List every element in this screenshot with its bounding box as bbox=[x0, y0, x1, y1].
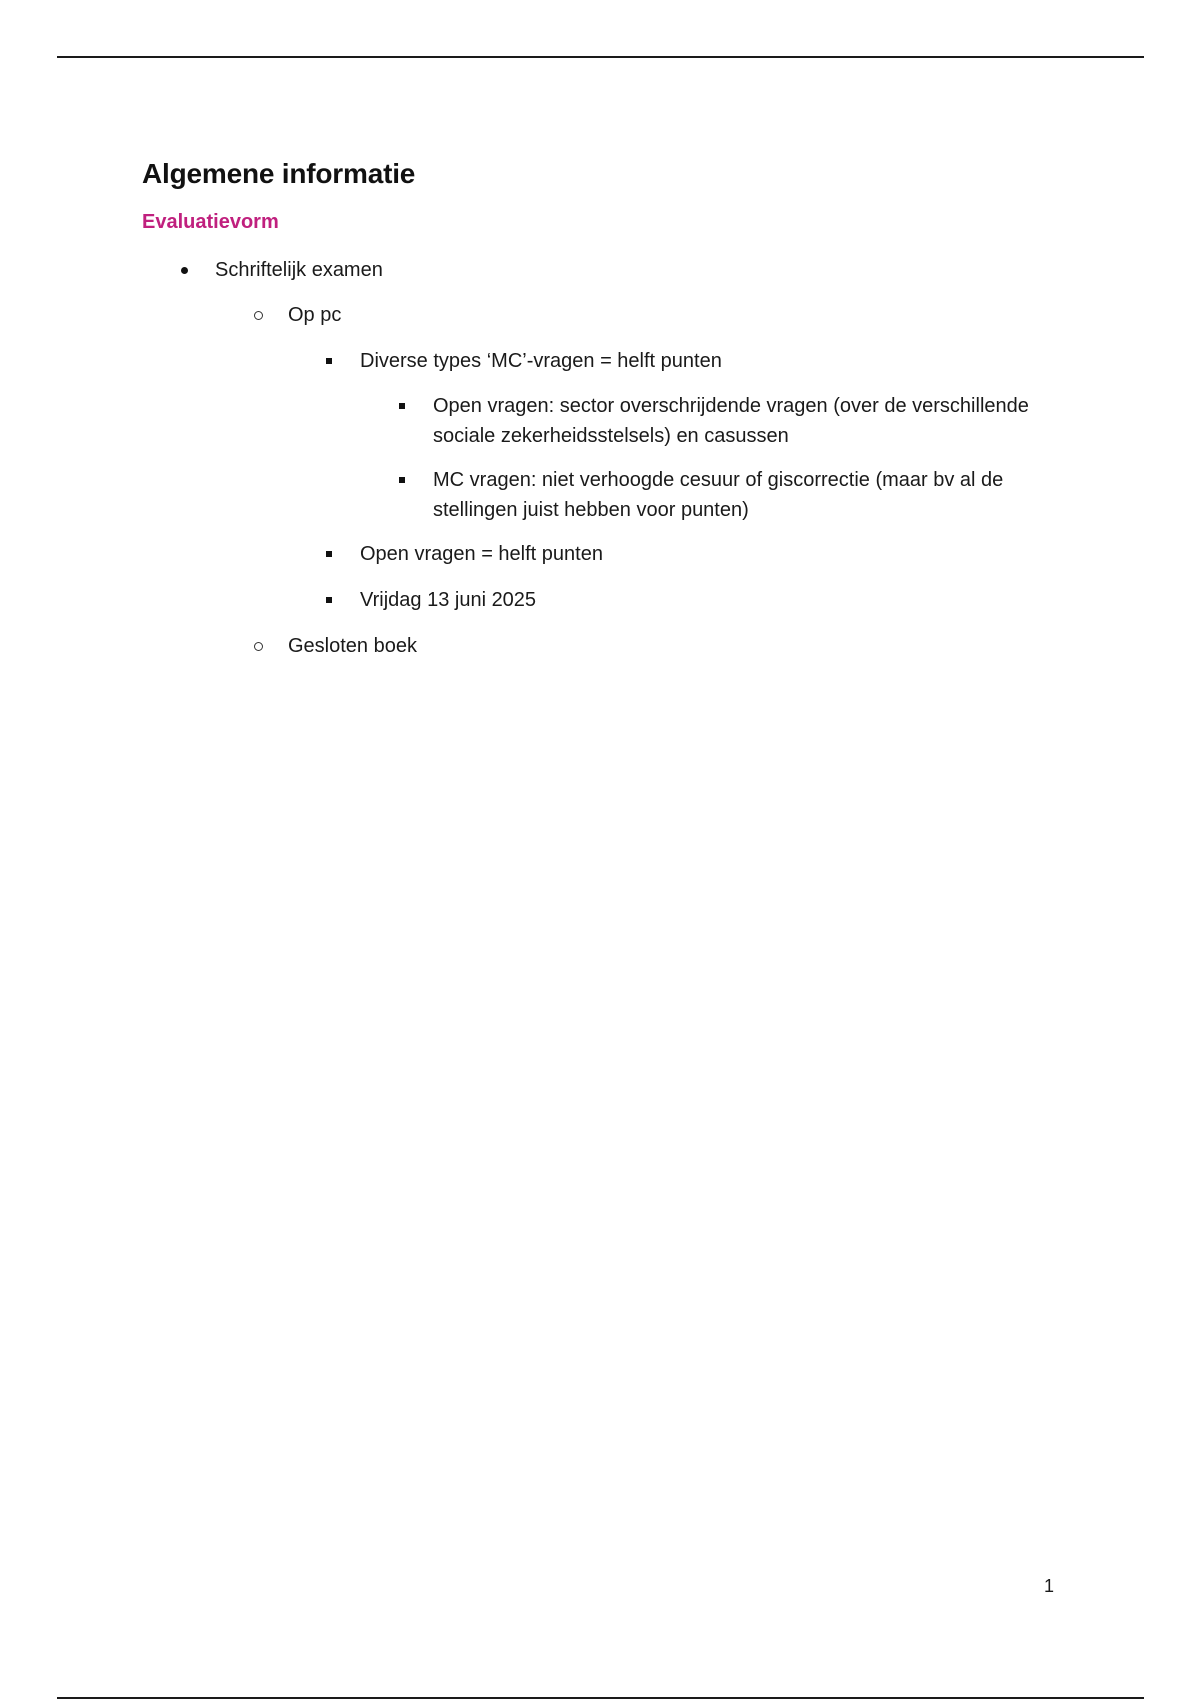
list-item: Open vragen: sector overschrijdende vragen (over de verschillende sociale zekerheidsstelsels) en casussen bbox=[433, 395, 1029, 447]
bullet-circle-icon bbox=[248, 631, 268, 661]
bullet-square-icon bbox=[392, 465, 412, 495]
page-title: Algemene informatie bbox=[142, 158, 416, 189]
header-rule bbox=[57, 56, 1144, 58]
bullet-square-icon bbox=[319, 346, 339, 376]
bullet-circle-icon bbox=[248, 300, 268, 330]
bullet-square-icon bbox=[319, 539, 339, 569]
bullet-square-icon bbox=[319, 585, 339, 615]
list-item: Vrijdag 13 juni 2025 bbox=[360, 589, 537, 611]
bullet-square-icon bbox=[392, 391, 412, 421]
bullet-dot-icon bbox=[174, 255, 194, 285]
list-item: Open vragen = helft punten bbox=[360, 543, 603, 565]
list-item: Op pc bbox=[288, 304, 342, 326]
list-item: Gesloten boek bbox=[288, 635, 417, 657]
section-subheading: Evaluatievorm bbox=[142, 211, 279, 233]
page-number: 1 bbox=[1044, 1576, 1055, 1596]
footer-rule bbox=[57, 1697, 1144, 1699]
list-item: MC vragen: niet verhoogde cesuur of giscorrectie (maar bv al de stellingen juist hebben voor punten) bbox=[433, 469, 1004, 521]
list-item: Schriftelijk examen bbox=[215, 259, 383, 281]
list-item: Diverse types ‘MC’-vragen = helft punten bbox=[360, 350, 722, 372]
